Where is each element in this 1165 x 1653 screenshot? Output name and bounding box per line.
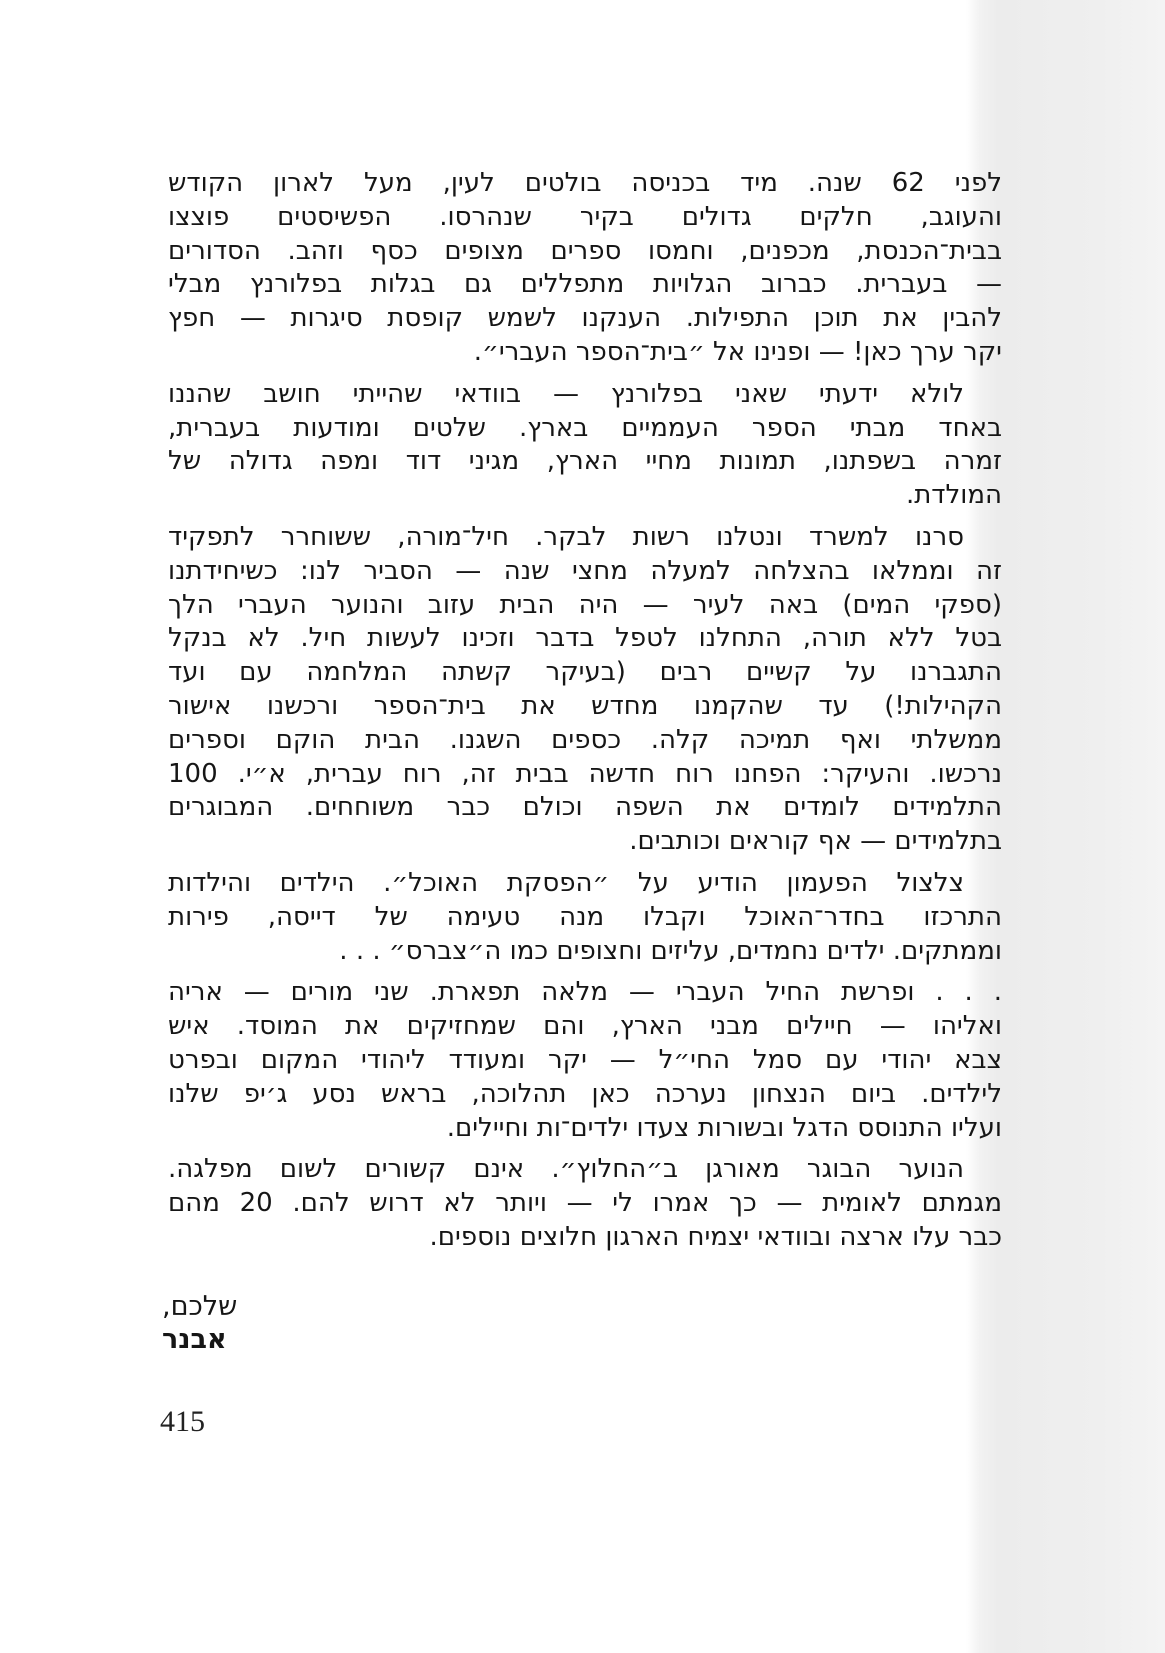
paragraph: [168, 1153, 1002, 1254]
text-line: ועליו התנוסס הדגל ובשורות צעדו ילדים־ות וחיילים.: [446, 1112, 1002, 1143]
text-line: ואליהו — חיילים מבני הארץ, והם שמחזיקים את המוסד. איש: [168, 1011, 1002, 1042]
text-line: לפני 62 שנה. מיד בכניסה בולטים לעין, מעל לארון הקודש: [168, 168, 1002, 198]
text-line: סרנו למשרד ונטלנו רשות לבקר. חיל־מורה, ששוחרר לתפקיד: [168, 521, 964, 552]
text-line: לולא ידעתי שאני בפלורנץ — בוודאי שהייתי חושב שהננו: [168, 378, 964, 409]
text-line: צלצול הפעמון הודיע על ״הפסקת האוכל״. הילדים והילדות: [168, 867, 964, 898]
text-line: יקר ערך כאן! — ופנינו אל ״בית־הספר העברי״.: [473, 336, 1002, 367]
text-line: ממשלתי ואף תמיכה קלה. כספים השגנו. הבית הוקם וספרים: [168, 724, 1002, 755]
text-line: להבין את תוכן התפילות. הענקנו לשמש קופסת סיגרות — חפץ: [168, 303, 1002, 334]
paragraph: [168, 521, 1002, 859]
text-line: התרכזו בחדר־האוכל וקבלו מנה טעימה של דייסה, פירות: [168, 901, 1002, 932]
body-text: [168, 167, 1002, 1263]
paragraph: [168, 867, 1002, 968]
text-line: בטל ללא תורה, התחלנו לטפל בדבר וזכינו לעשות חיל. לא בנקל: [168, 623, 1002, 654]
text-line: התלמידים לומדים את השפה וכולם כבר משוחחים. המבוגרים: [168, 792, 1002, 823]
page-number: 415: [160, 1405, 205, 1438]
paragraph: [168, 976, 1002, 1145]
paragraph: [168, 167, 1002, 370]
text-line: והעוגב, חלקים גדולים בקיר שנהרסו. הפשיסטים פוצצו: [168, 201, 1002, 232]
text-line: זה וממלאו בהצלחה למעלה מחצי שנה — הסביר לנו: כשיחידתנו: [168, 555, 1002, 586]
text-line: המולדת.: [905, 480, 1002, 511]
text-line: בבית־הכנסת, מכפנים, וחמסו ספרים מצופים כסף וזהב. הסדורים: [168, 235, 1002, 266]
text-line: לילדים. ביום הנצחון נערכה כאן תהלוכה, בראש נסע ג׳יפ שלנו: [168, 1078, 1002, 1109]
text-line: — בעברית. כברוב הגלויות מתפללים גם בגלות בפלורנץ מבלי: [168, 269, 1002, 300]
signature-closing: שלכם,: [162, 1291, 238, 1322]
text-line: וממתקים. ילדים נחמדים, עליזים וחצופים כמו ה״צברס״ . . .: [339, 935, 1002, 966]
paragraph: [168, 378, 1002, 513]
text-line: מגמתם לאומית — כך אמרו לי — ויותר לא דרוש להם. 20 מהם: [168, 1188, 1002, 1219]
text-line: באחד מבתי הספר העממיים בארץ. שלטים ומודעות בעברית,: [168, 412, 1002, 443]
text-line: נרכשו. והעיקר: הפחנו רוח חדשה בבית זה, רוח עברית, א״י. 100: [168, 758, 1002, 789]
text-line: בתלמידים — אף קוראים וכותבים.: [629, 826, 1002, 857]
text-line: הקהילות!) עד שהקמנו מחדש את בית־הספר ורכשנו אישור: [168, 690, 1002, 721]
text-line: (ספקי המים) באה לעיר — היה הבית עזוב והנוער העברי הלך: [168, 589, 1002, 620]
text-line: זמרה בשפתנו, תמונות מחיי הארץ, מגיני דוד ומפה גדולה של: [168, 446, 1002, 477]
text-line: צבא יהודי עם סמל החי״ל — יקר ומעודד ליהודי המקום ובפרט: [168, 1044, 1002, 1075]
text-line: . . . ופרשת החיל העברי — מלאה תפארת. שני מורים — אריה: [168, 977, 1002, 1008]
text-line: התגברנו על קשיים רבים (בעיקר קשתה המלחמה עם ועד: [168, 657, 1002, 688]
text-line: הנוער הבוגר מאורגן ב״החלוץ״. אינם קשורים לשום מפלגה.: [168, 1154, 964, 1185]
signature-name: אבנר: [162, 1324, 227, 1355]
text-line: כבר עלו ארצה ובוודאי יצמיח הארגון חלוצים נוספים.: [429, 1221, 1002, 1252]
signature: [162, 1290, 237, 1356]
